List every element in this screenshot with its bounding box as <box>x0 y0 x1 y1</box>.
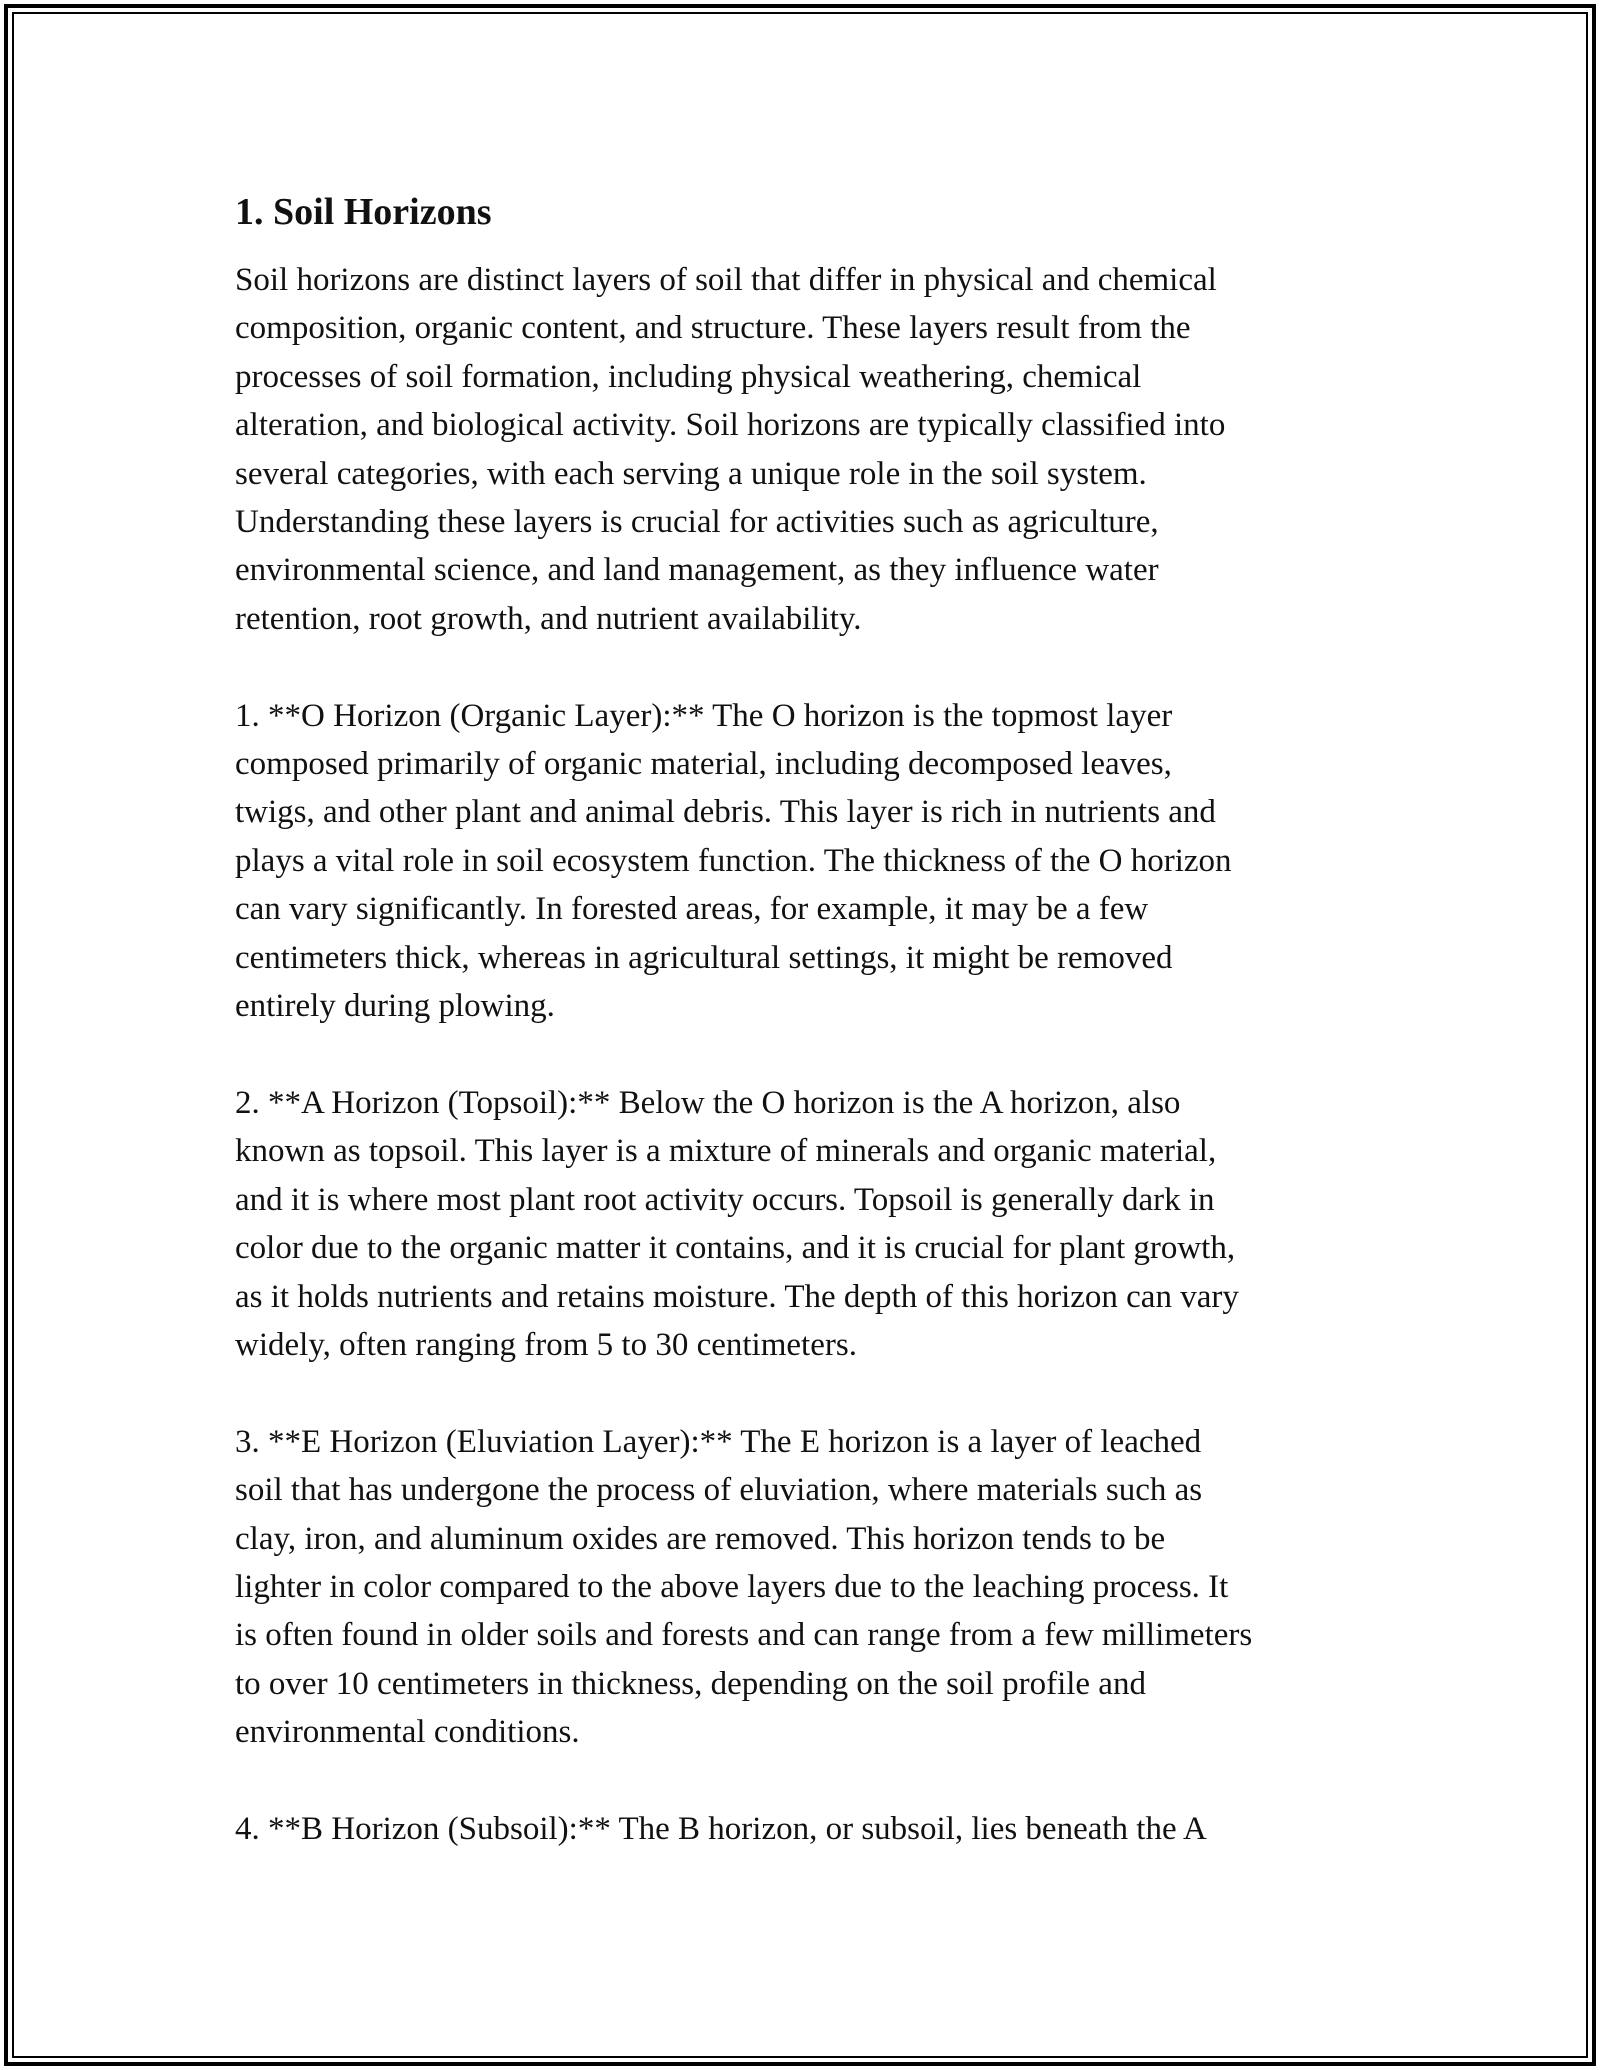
text-line: entirely during plowing. <box>235 988 555 1025</box>
text-line: composition, organic content, and structure. These layers result from the <box>235 310 1191 347</box>
text-line: 3. **E Horizon (Eluviation Layer):** The E horizon is a layer of leached <box>235 1423 1202 1460</box>
text-line: plays a vital role in soil ecosystem function. The thickness of the O horizon <box>235 842 1232 879</box>
text-line: Understanding these layers is crucial for activities such as agriculture, <box>235 504 1159 541</box>
text-line: 4. **B Horizon (Subsoil):** The B horizon, or subsoil, lies beneath the A <box>235 1810 1207 1847</box>
text-line: environmental science, and land management, as they influence water <box>235 552 1159 589</box>
text-line: clay, iron, and aluminum oxides are removed. This horizon tends to be <box>235 1520 1166 1557</box>
paragraph-intro <box>235 256 1375 643</box>
text-line: processes of soil formation, including physical weathering, chemical <box>235 358 1142 395</box>
section-heading: 1. Soil Horizons <box>235 191 492 233</box>
text-line: composed primarily of organic material, including decomposed leaves, <box>235 746 1172 783</box>
text-line: widely, often ranging from 5 to 30 centimeters. <box>235 1326 857 1363</box>
paragraph-a-horizon <box>235 1079 1375 1369</box>
text-line: and it is where most plant root activity occurs. Topsoil is generally dark in <box>235 1181 1215 1218</box>
text-line: color due to the organic matter it contains, and it is crucial for plant growth, <box>235 1230 1236 1267</box>
text-line: soil that has undergone the process of eluviation, where materials such as <box>235 1472 1203 1509</box>
text-line: can vary significantly. In forested areas, for example, it may be a few <box>235 891 1149 928</box>
text-line: Soil horizons are distinct layers of soil that differ in physical and chemical <box>235 262 1217 298</box>
text-line: twigs, and other plant and animal debris. This layer is rich in nutrients and <box>235 794 1216 831</box>
document-body <box>235 188 1375 1902</box>
text-line: 1. **O Horizon (Organic Layer):** The O horizon is the topmost layer <box>235 697 1173 734</box>
text-line: to over 10 centimeters in thickness, depending on the soil profile and <box>235 1665 1146 1702</box>
text-line: known as topsoil. This layer is a mixture of minerals and organic material, <box>235 1133 1217 1170</box>
text-line: retention, root growth, and nutrient availability. <box>235 600 862 637</box>
text-line: 2. **A Horizon (Topsoil):** Below the O horizon is the A horizon, also <box>235 1084 1181 1121</box>
text-line: centimeters thick, whereas in agricultural settings, it might be removed <box>235 939 1173 976</box>
paragraph-o-horizon <box>235 692 1375 1031</box>
text-line: as it holds nutrients and retains moisture. The depth of this horizon can vary <box>235 1278 1239 1315</box>
text-line: lighter in color compared to the above layers due to the leaching process. It <box>235 1568 1229 1605</box>
text-line: alteration, and biological activity. Soil horizons are typically classified into <box>235 407 1226 444</box>
text-line: is often found in older soils and forests and can range from a few millimeters <box>235 1617 1253 1654</box>
text-line: environmental conditions. <box>235 1714 580 1751</box>
text-line: several categories, with each serving a unique role in the soil system. <box>235 455 1147 492</box>
paragraph-e-horizon <box>235 1418 1375 1757</box>
paragraph-b-horizon <box>235 1805 1375 1853</box>
